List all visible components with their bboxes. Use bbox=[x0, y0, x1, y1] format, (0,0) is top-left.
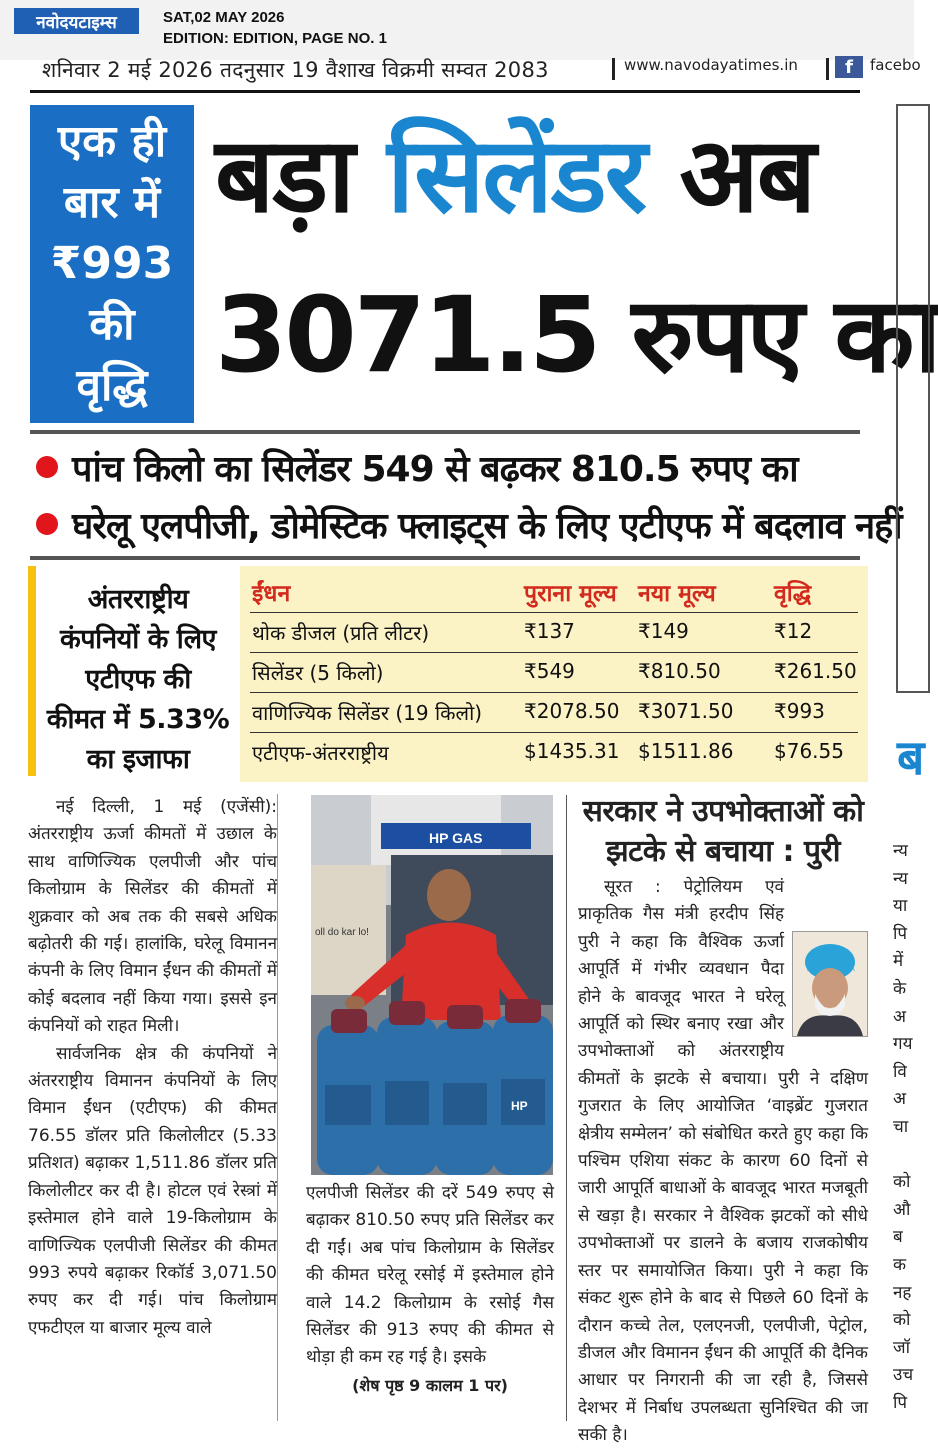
table-header-increase: वृद्धि bbox=[774, 581, 812, 607]
adjacent-panel-edge bbox=[896, 104, 930, 693]
website-link[interactable]: www.navodayatimes.in bbox=[624, 56, 798, 74]
side-box-accent bbox=[28, 566, 36, 776]
text-fragment: को bbox=[893, 1172, 911, 1193]
text-fragment: चा bbox=[893, 1116, 909, 1137]
side-line: कीमत में 5.33% bbox=[46, 704, 230, 735]
table-header-fuel: ईंधन bbox=[252, 581, 291, 607]
table-row bbox=[250, 732, 858, 773]
kicker-line: की bbox=[89, 299, 135, 350]
table-row bbox=[250, 612, 858, 653]
headline-word: बड़ा bbox=[215, 114, 388, 236]
side-highlight-box bbox=[44, 580, 232, 780]
facebook-text: facebo bbox=[870, 56, 921, 74]
article-paragraph: एलपीजी सिलेंडर की दरें 549 रुपए से बढ़ाकर 810.50 रुपए प्रति सिलेंडर कर दी गईं। अब पांच किलोग्राम के सिलेंडर की कीमत घरेलू रसोई में इस्तेमाल होने वाले 14.2 किलोग्राम के रसोई गैस सिलेंडर की 913 रुपए की कीमत से थोड़ा ही कम रह गई है। इसके bbox=[306, 1183, 554, 1368]
text-fragment: जॉ bbox=[893, 1337, 911, 1358]
article-paragraph: सार्वजनिक क्षेत्र की कंपनियों ने अंतरराष्ट्रीय विमानन कंपनियों के लिए विमान ईंधन (एटीएफ) की कीमत 76.55 डॉलर प्रति किलोलीटर (5.33 प्रतिशत) बढ़ाकर 1,511.86 डॉलर प्रति किलोलीटर कर दी है। होटल एवं रेस्त्रां में इस्तेमाल होने वाले 19-किलोग्राम के वाणिज्यिक एलपीजी सिलेंडर की कीमत 993 रुपये बढ़ाकर रिकॉर्ड 3,071.50 रुपए कर दी गई। पांच किलोग्राम एफटीएल या बाजार मूल्य वाले bbox=[28, 1043, 277, 1338]
dateline: शनिवार 2 मई 2026 तदनुसार 19 वैशाख विक्रमी सम्वत 2083 bbox=[42, 58, 549, 82]
text-fragment bbox=[893, 1142, 923, 1170]
continued-on-page[interactable]: (शेष पृष्ठ 9 कालम 1 पर) bbox=[352, 1375, 508, 1395]
kicker-line: एक ही bbox=[57, 116, 167, 167]
headline-line-1 bbox=[215, 110, 814, 240]
secondary-headline: सरकार ने उपभोक्ताओं को झटके से बचाया : पुरी bbox=[582, 794, 864, 869]
table-header-new-price: नया मूल्य bbox=[638, 581, 716, 607]
side-line: कंपनियों के लिए bbox=[60, 624, 216, 655]
kicker-line: ₹993 bbox=[50, 238, 174, 289]
text-fragment: औ bbox=[893, 1199, 911, 1220]
cell-increase: ₹12 bbox=[774, 619, 813, 643]
text-fragment: न्य bbox=[893, 841, 908, 861]
photo-poster-text: oll do kar lo! bbox=[315, 927, 369, 938]
cell-old: ₹549 bbox=[524, 659, 575, 683]
headline-word: अब bbox=[645, 114, 815, 236]
kicker-line: बार में bbox=[63, 177, 161, 228]
text-fragment: गय bbox=[893, 1034, 913, 1055]
side-line: अंतरराष्ट्रीय bbox=[87, 584, 189, 615]
cell-new: ₹149 bbox=[638, 619, 689, 643]
price-table bbox=[240, 566, 868, 782]
article-paragraph: नई दिल्ली, 1 मई (एजेंसी): अंतरराष्ट्रीय ऊर्जा कीमतों में उछाल के साथ वाणिज्यिक एलपीजी और पांच किलोग्राम के सिलेंडर की कीमतों में शुक्रवार को अब तक की सबसे अधिक बढ़ोतरी की गई। हालांकि, घरेलू विमानन कंपनी के लिए विमान ईंधन की कीमतों में कोई बदलाव नहीं किया गया। इससे इन कंपनियों को राहत मिली। bbox=[28, 797, 277, 1037]
side-line: का इजाफा bbox=[86, 744, 190, 775]
article-paragraph: सूरत : पेट्रोलियम एवं प्राकृतिक गैस मंत्री हरदीप सिंह पुरी ने कहा कि वैश्विक ऊर्जा आपूर्ति में गंभीर व्यवधान पैदा होने के बावजूद भारत ने घरेलू आपूर्ति को स्थिर बनाए रखा और उपभोक्ताओं को अंतरराष्ट्रीय कीमतों के झटके से बचाया। पुरी ने दक्षिण गुजरात के लिए आयोजित ‘वाइब्रेंट गुजरात क्षेत्रीय सम्मेलन’ को संबोधित करते हुए कहा कि पश्चिम एशिया संकट के कारण 60 दिनों से जारी आपूर्ति बाधाओं के बावजूद भारत मजबूती से खड़ा है। सरकार ने वैश्विक झटकों को सीधे उपभोक्ताओं पर डालने के बजाय राजकोषीय स्तर पर समायोजित किया। पुरी ने कहा कि संकट शुरू होने के बाद से पिछले 60 दिनों के दौरान कच्चे तेल, एलएनजी, एलपीजी, पेट्रोल, डीजल और विमानन ईंधन की आपूर्ति की दैनिक आधार पर निगरानी की जा रही है, जिससे देशभर में निर्बाध उपलब्धता सुनिश्चित की जा सकी है। bbox=[578, 877, 868, 1446]
cell-new: ₹810.50 bbox=[638, 659, 721, 683]
column-rule bbox=[566, 795, 567, 1421]
headline-line-2: 3071.5 रुपए का bbox=[215, 274, 938, 396]
table-row bbox=[250, 652, 858, 693]
bullet-dot-icon bbox=[36, 456, 58, 478]
adjacent-headline-fragment: ब bbox=[897, 730, 925, 786]
newspaper-logo[interactable]: नवोदयटाइम्स bbox=[14, 8, 139, 34]
deck-bullet bbox=[36, 500, 902, 549]
facebook-icon[interactable]: f bbox=[835, 56, 863, 78]
table-row bbox=[250, 692, 858, 733]
cell-increase: ₹261.50 bbox=[774, 659, 857, 683]
text-fragment: वि bbox=[893, 1061, 907, 1082]
cell-increase: ₹993 bbox=[774, 699, 825, 723]
deck-text: घरेलू एलपीजी, डोमेस्टिक फ्लाइट्स के लिए एटीएफ में बदलाव नहीं bbox=[72, 506, 902, 547]
main-article-column bbox=[28, 794, 278, 1421]
text-fragment: नह bbox=[893, 1282, 912, 1303]
divider bbox=[826, 58, 829, 80]
deck-text: पांच किलो का सिलेंडर 549 से बढ़कर 810.5 रुपए का bbox=[72, 449, 798, 490]
text-fragment: के bbox=[893, 978, 907, 999]
side-line: एटीएफ की bbox=[85, 664, 191, 695]
cell-fuel: एटीएफ-अंतरराष्ट्रीय bbox=[252, 741, 389, 765]
headline-rule bbox=[30, 430, 860, 434]
deck-rule bbox=[30, 556, 860, 560]
text-fragment: न्य bbox=[893, 868, 908, 889]
text-fragment: पि bbox=[893, 1392, 908, 1413]
text-fragment: क bbox=[893, 1254, 907, 1275]
top-rule bbox=[30, 90, 860, 93]
cylinder-label: HP bbox=[511, 1099, 528, 1113]
kicker-line: वृद्धि bbox=[76, 360, 148, 411]
text-fragment: अ bbox=[893, 1006, 906, 1027]
edition-date: SAT,02 MAY 2026 bbox=[163, 9, 285, 26]
cell-fuel: सिलेंडर (5 किलो) bbox=[252, 661, 384, 685]
photo-illustration bbox=[311, 795, 553, 1175]
deck-bullet bbox=[36, 443, 798, 492]
text-fragment: उच bbox=[893, 1365, 914, 1386]
text-fragment: या bbox=[893, 896, 908, 917]
minister-portrait bbox=[792, 931, 868, 1037]
text-fragment: ब bbox=[893, 1227, 903, 1248]
text-fragment: को bbox=[893, 1310, 911, 1331]
edition-info: EDITION: EDITION, PAGE NO. 1 bbox=[163, 30, 387, 47]
photo-banner-text: HP GAS bbox=[429, 830, 483, 846]
cell-old: ₹137 bbox=[524, 619, 575, 643]
text-fragment: में bbox=[893, 951, 904, 972]
lpg-cylinder-photo bbox=[311, 795, 553, 1175]
adjacent-column-fragment bbox=[893, 838, 923, 1417]
text-fragment: पि bbox=[893, 923, 908, 944]
kicker-box bbox=[30, 105, 194, 423]
cell-new: ₹3071.50 bbox=[638, 699, 734, 723]
portrait-illustration bbox=[793, 932, 867, 1036]
bullet-dot-icon bbox=[36, 513, 58, 535]
headline-accent-word: सिलेंडर bbox=[387, 114, 646, 236]
cell-old: $1435.31 bbox=[524, 739, 620, 763]
cell-increase: $76.55 bbox=[774, 739, 844, 763]
cell-fuel: वाणिज्यिक सिलेंडर (19 किलो) bbox=[252, 701, 483, 725]
table-header-old-price: पुराना मूल्य bbox=[524, 581, 617, 607]
cell-new: $1511.86 bbox=[638, 739, 734, 763]
article-continuation-column bbox=[306, 1180, 554, 1421]
text-fragment: अ bbox=[893, 1089, 906, 1110]
cell-fuel: थोक डीजल (प्रति लीटर) bbox=[252, 621, 430, 645]
cell-old: ₹2078.50 bbox=[524, 699, 620, 723]
divider bbox=[612, 58, 615, 80]
